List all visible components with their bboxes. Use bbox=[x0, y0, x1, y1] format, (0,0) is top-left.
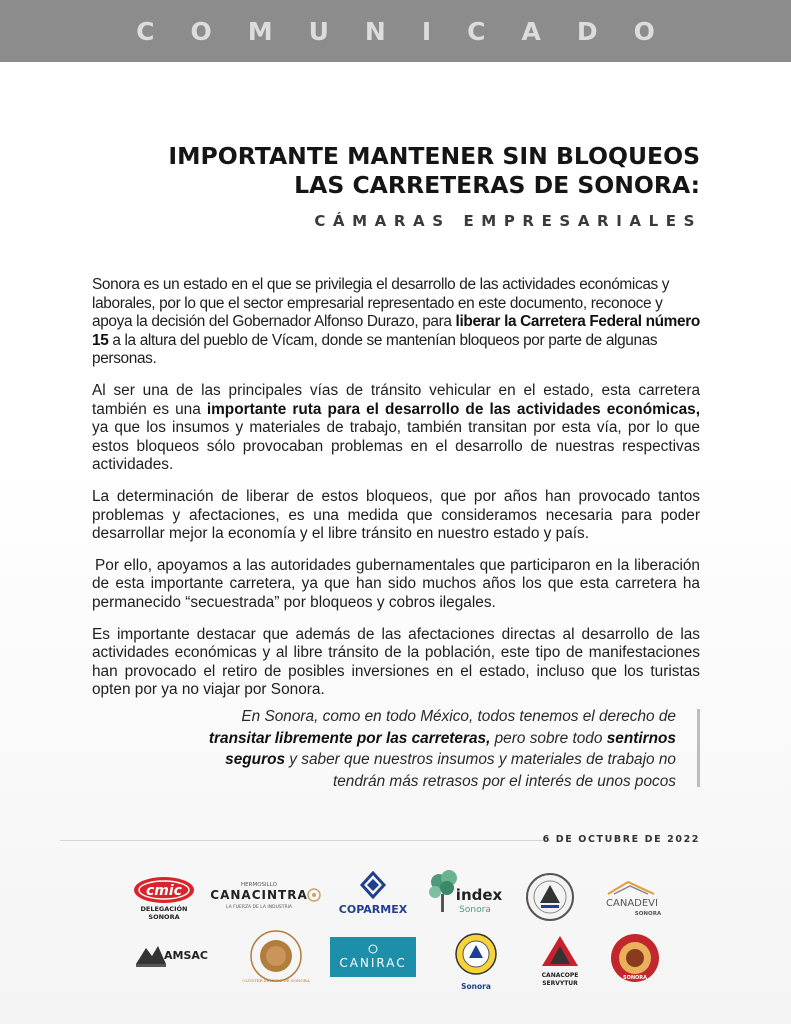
quote-bold-b: transitar libremente por las carreteras, bbox=[208, 729, 491, 747]
red-chamber-seal-logo bbox=[609, 932, 661, 984]
communique-banner bbox=[0, 0, 791, 62]
index-sub: Sonora bbox=[459, 905, 491, 915]
cmic-logo bbox=[128, 874, 200, 922]
cmic-sub2: SONORA bbox=[148, 913, 180, 921]
sonora-seal-name: Sonora bbox=[461, 982, 491, 991]
canirac-logo bbox=[330, 937, 416, 977]
pull-quote bbox=[200, 706, 676, 792]
paragraph-1-text-a: Sonora es un estado en el que se privilegia el desarrollo de las actividades económicas y laborales, por lo que el sector empresarial representado en este documento, reconoce y apoya la decisión del Gobernador Alfonso Durazo, para bbox=[92, 276, 670, 331]
canacope-name-1: CANACOPE bbox=[541, 972, 579, 979]
cluster-minero-logo bbox=[242, 928, 310, 984]
paragraph-2-text-a: Al ser una de las principales vías de tránsito vehicular en el estado, esta carretera también es una bbox=[92, 381, 700, 418]
quote-bold-d: sentirnos seguros bbox=[225, 729, 676, 768]
paragraph-1 bbox=[92, 276, 700, 369]
canacope-name-2: SERVYTUR bbox=[542, 980, 578, 987]
canadevi-name: CANADEVI bbox=[606, 898, 658, 909]
headline-line-2: LAS CARRETERAS DE SONORA: bbox=[294, 171, 700, 199]
article-body bbox=[92, 276, 700, 713]
quote-text-e: y saber que nuestros insumos y materiales de trabajo no tendrán más retrasos por el interés de unos pocos bbox=[285, 751, 676, 790]
cmic-name: cmic bbox=[146, 883, 182, 899]
paragraph-2 bbox=[92, 382, 700, 475]
banner-label: COMUNICADO bbox=[136, 16, 691, 46]
sonora-seal-logo bbox=[452, 932, 500, 992]
paragraph-1-bold: liberar la Carretera Federal número 15 bbox=[92, 313, 700, 349]
headline bbox=[90, 142, 700, 200]
headline-subtitle: CÁMARAS EMPRESARIALES bbox=[314, 212, 702, 230]
coparmex-name: COPARMEX bbox=[338, 903, 408, 916]
date-line: 6 DE OCTUBRE DE 2022 bbox=[542, 834, 700, 845]
paragraph-3: La determinación de liberar de estos bloqueos, que por años han provocado tantos problemas y afectaciones, es una medida que consideramos necesaria para poder desarrollar mejor la economía y el libre tránsito en nuestro estado y país. bbox=[92, 487, 700, 543]
coparmex-logo bbox=[334, 871, 412, 917]
canacintra-top: HERMOSILLO bbox=[241, 882, 277, 888]
canacintra-logo bbox=[210, 878, 325, 916]
paragraph-4: Por ello, apoyamos a las autoridades gubernamentales que participaron en la liberación de esta importante carretera, ya que han sido muchos años los que esta carretera ha permanecido “secuestrada” por bloqueos y cobros ilegales. bbox=[92, 556, 700, 611]
canadevi-logo bbox=[598, 878, 666, 918]
canirac-name: CANIRAC bbox=[339, 956, 407, 970]
headline-line-1: IMPORTANTE MANTENER SIN BLOQUEOS bbox=[168, 142, 700, 170]
paragraph-1-text-c: a la altura del pueblo de Vícam, donde se mantenían bloqueos por parte de algunas personas. bbox=[92, 331, 658, 368]
canacintra-tagline: LA FUERZA DE LA INDUSTRIA bbox=[225, 905, 293, 910]
footer-divider bbox=[60, 840, 550, 841]
quote-bar bbox=[697, 709, 700, 787]
paragraph-2-bold: importante ruta para el desarrollo de las actividades económicas, bbox=[206, 400, 701, 418]
amsac-name: AMSAC bbox=[164, 949, 208, 962]
red-seal-name: SONORA bbox=[622, 975, 648, 981]
chamber-seal-logo bbox=[525, 872, 575, 922]
paragraph-2-text-c: ya que los insumos y materiales de trabajo, también transitan por esta vía, por lo que estos bloqueos sólo provocaban problemas en el desarrollo de nuestras respectivas actividades. bbox=[92, 419, 700, 474]
cluster-name: CLÚSTER MINERO DE SONORA bbox=[242, 978, 310, 983]
index-logo bbox=[425, 868, 503, 918]
quote-text-c: pero sobre todo bbox=[490, 729, 607, 747]
canadevi-sub: SONORA bbox=[634, 911, 662, 917]
cmic-sub1: DELEGACIÓN bbox=[140, 905, 188, 913]
amsac-logo bbox=[134, 938, 206, 972]
index-name: index bbox=[455, 886, 503, 904]
canacintra-name: CANACINTRA bbox=[210, 888, 308, 902]
canacope-logo bbox=[532, 934, 588, 988]
paragraph-5: Es importante destacar que además de las afectaciones directas al desarrollo de las actividades económicas y al libre tránsito de la población, este tipo de manifestaciones han provocado el retiro de posibles inversiones en el estado, incluso que los turistas opten por ya no viajar por Sonora. bbox=[92, 625, 700, 699]
quote-text-a: En Sonora, como en todo México, todos tenemos el derecho de bbox=[241, 708, 676, 725]
